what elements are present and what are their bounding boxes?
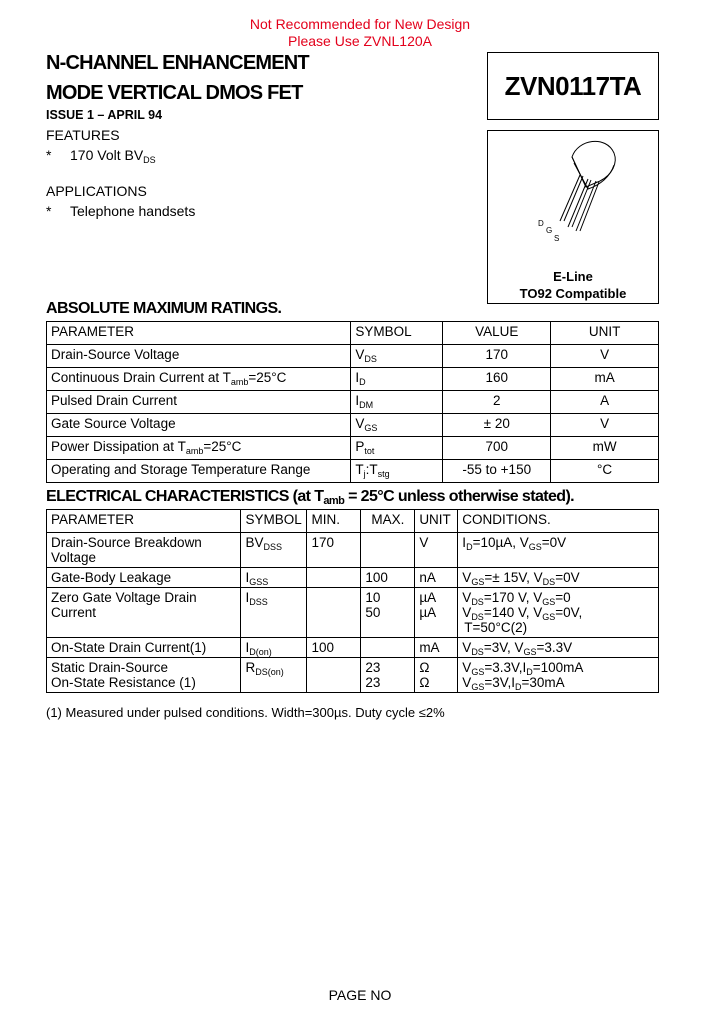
parameter-cell xyxy=(47,437,351,460)
min-cell: 170 xyxy=(307,533,361,568)
max-cell xyxy=(361,533,415,568)
table-row xyxy=(47,437,659,460)
condition-line xyxy=(462,590,654,605)
to92-package-icon xyxy=(488,131,658,251)
abs-max-header-row xyxy=(47,322,659,345)
subscript: j xyxy=(363,469,366,479)
text: =100mA xyxy=(532,660,584,675)
col-value: VALUE xyxy=(443,322,551,345)
col-min: MIN. xyxy=(307,510,361,533)
col-parameter: PARAMETER xyxy=(47,322,351,345)
subscript: amb xyxy=(185,446,204,456)
conditions-cell xyxy=(458,638,659,658)
text: V xyxy=(462,640,472,655)
subscript: stg xyxy=(377,469,390,479)
unit-cell: mW xyxy=(551,437,659,460)
text: I xyxy=(462,535,467,550)
symbol-cell xyxy=(241,638,307,658)
table-row xyxy=(47,588,659,638)
parameter-cell xyxy=(47,345,351,368)
abs-max-table xyxy=(46,321,659,483)
page-number: PAGE NO xyxy=(328,987,392,1003)
col-parameter: PARAMETER xyxy=(47,510,241,533)
text: T xyxy=(355,462,364,477)
symbol-cell xyxy=(241,568,307,588)
package-box xyxy=(487,130,659,304)
text: R xyxy=(245,660,256,675)
text: I xyxy=(355,370,360,385)
symbol-cell xyxy=(241,658,307,693)
unit-cell xyxy=(415,533,458,568)
value-cell: 170 xyxy=(443,345,551,368)
max-line: 50 xyxy=(365,605,381,620)
subscript: DS xyxy=(471,612,484,622)
text: =30mA xyxy=(521,675,565,690)
subscript: GS xyxy=(542,612,556,622)
unit-cell: V xyxy=(551,414,659,437)
parameter-line: Voltage xyxy=(51,550,97,565)
title-line-2: MODE VERTICAL DMOS FET xyxy=(46,82,303,104)
condition-line xyxy=(462,640,654,655)
unit-cell: mA xyxy=(551,368,659,391)
parameter-cell xyxy=(47,658,241,693)
text: I xyxy=(245,570,250,585)
col-conditions: CONDITIONS. xyxy=(458,510,659,533)
text: V xyxy=(355,347,365,362)
elec-table xyxy=(46,509,659,693)
subscript: DS xyxy=(542,577,556,587)
symbol-cell xyxy=(351,460,443,483)
max-line: 23 xyxy=(365,660,381,675)
condition-line xyxy=(462,605,654,620)
max-cell xyxy=(361,588,415,638)
text: =25°C xyxy=(248,370,287,385)
col-symbol: SYMBOL xyxy=(241,510,307,533)
symbol-cell xyxy=(351,345,443,368)
max-cell xyxy=(361,658,415,693)
parameter-line: Drain-Source Breakdown xyxy=(51,535,202,550)
part-number: ZVN0117TA xyxy=(504,70,642,101)
feature-text: 170 Volt BV xyxy=(70,147,144,163)
text: Pulsed Drain Current xyxy=(51,393,178,408)
col-unit: UNIT xyxy=(415,510,458,533)
subscript: GS xyxy=(364,423,378,433)
title-line-1: N-CHANNEL ENHANCEMENT xyxy=(46,52,309,74)
elec-header-row xyxy=(47,510,659,533)
feature-sub: DS xyxy=(143,155,156,165)
subscript: DS xyxy=(364,354,377,364)
text: =0V, xyxy=(555,605,583,620)
min-cell xyxy=(307,588,361,638)
unit-line: µA xyxy=(419,590,437,605)
symbol-cell xyxy=(351,437,443,460)
subscript: amb xyxy=(230,377,249,387)
max-cell xyxy=(361,568,415,588)
replacement-notice: Please Use ZVNL120A xyxy=(288,33,432,49)
not-recommended-notice: Not Recommended for New Design xyxy=(249,16,471,32)
condition-line xyxy=(462,660,654,675)
max-line: 23 xyxy=(365,675,381,690)
subscript: DM xyxy=(359,400,374,410)
table-row xyxy=(47,533,659,568)
features-item xyxy=(46,147,156,165)
subscript: DS xyxy=(471,597,484,607)
parameter-line: Zero Gate Voltage Drain xyxy=(51,590,197,605)
col-max: MAX. xyxy=(361,510,415,533)
subscript: DS(on) xyxy=(255,667,284,677)
unit-line: V xyxy=(419,535,429,550)
text: V xyxy=(462,605,472,620)
unit-cell xyxy=(415,568,458,588)
text: =10µA, V xyxy=(472,535,529,550)
min-cell xyxy=(307,568,361,588)
conditions-cell xyxy=(458,533,659,568)
unit-line: Ω xyxy=(419,675,430,690)
pin-g-label: G xyxy=(546,226,553,235)
subscript: DSS xyxy=(263,542,283,552)
subscript: D xyxy=(515,682,522,692)
table-row xyxy=(47,568,659,588)
parameter-cell xyxy=(47,368,351,391)
value-cell: 160 xyxy=(443,368,551,391)
subscript: D xyxy=(359,377,366,387)
max-line: 10 xyxy=(365,590,381,605)
unit-line: µA xyxy=(419,605,437,620)
text: :T xyxy=(365,462,378,477)
subscript: DSS xyxy=(249,597,268,607)
value-cell: -55 to +150 xyxy=(443,460,551,483)
text: Drain-Source Voltage xyxy=(51,347,180,362)
unit-cell: V xyxy=(551,345,659,368)
text: V xyxy=(355,416,365,431)
text: =3.3V xyxy=(536,640,573,655)
parameter-cell xyxy=(47,533,241,568)
subscript: GS xyxy=(523,647,537,657)
applications-heading: APPLICATIONS xyxy=(46,183,147,199)
package-name: E-Line xyxy=(553,269,593,284)
subscript: D xyxy=(526,667,533,677)
text: =± 15V, V xyxy=(484,570,543,585)
text: Operating and Storage Temperature Range xyxy=(51,462,311,477)
subscript: D xyxy=(466,542,473,552)
pin-d-label: D xyxy=(538,219,544,228)
applications-item xyxy=(46,203,196,219)
conditions-cell xyxy=(458,658,659,693)
conditions-cell xyxy=(458,588,659,638)
condition-line: T=50°C(2) xyxy=(464,620,528,635)
subscript: GS xyxy=(528,542,542,552)
parameter-cell xyxy=(47,568,241,588)
text: I xyxy=(355,393,360,408)
text: V xyxy=(462,570,472,585)
text: =3V, V xyxy=(483,640,524,655)
unit-cell xyxy=(415,588,458,638)
subscript: D(on) xyxy=(249,647,272,657)
value-cell: 2 xyxy=(443,391,551,414)
package-compat: TO92 Compatible xyxy=(519,286,627,301)
condition-line xyxy=(462,570,654,585)
parameter-cell xyxy=(47,414,351,437)
value-cell: ± 20 xyxy=(443,414,551,437)
col-symbol: SYMBOL xyxy=(351,322,443,345)
text: I xyxy=(245,640,250,655)
issue-date: ISSUE 1 – APRIL 94 xyxy=(46,108,163,122)
text: P xyxy=(355,439,365,454)
text: =0V xyxy=(555,570,580,585)
condition-line xyxy=(462,675,654,690)
max-line: 100 xyxy=(365,570,388,585)
symbol-cell xyxy=(351,391,443,414)
footnote: (1) Measured under pulsed conditions. Width=300µs. Duty cycle ≤2% xyxy=(46,705,445,720)
text: V xyxy=(462,675,472,690)
elec-heading: ELECTRICAL CHARACTERISTICS (at $T_{amb} = 25^\circ C$ unless otherwise stated). xyxy=(46,488,575,507)
subscript: tot xyxy=(364,446,375,456)
min-cell xyxy=(307,658,361,693)
application-text: Telephone handsets xyxy=(70,203,196,219)
table-row xyxy=(47,638,659,658)
text: =25°C xyxy=(203,439,242,454)
unit-line: mA xyxy=(419,640,440,655)
text: =0V xyxy=(541,535,567,550)
subscript: GS xyxy=(542,597,556,607)
text: V xyxy=(462,590,472,605)
text: =3.3V,I xyxy=(484,660,527,675)
pin-s-label: S xyxy=(554,234,560,243)
text: Gate Source Voltage xyxy=(51,416,176,431)
parameter-cell xyxy=(47,638,241,658)
features-heading: FEATURES xyxy=(46,127,120,143)
unit-cell: °C xyxy=(551,460,659,483)
symbol-cell xyxy=(351,368,443,391)
parameter-cell xyxy=(47,588,241,638)
table-row xyxy=(47,460,659,483)
text: =0 xyxy=(555,590,571,605)
col-unit: UNIT xyxy=(551,322,659,345)
table-row xyxy=(47,368,659,391)
text: BV xyxy=(245,535,264,550)
conditions-cell xyxy=(458,568,659,588)
text: =140 V, V xyxy=(483,605,543,620)
condition-line xyxy=(462,535,654,550)
table-row xyxy=(47,658,659,693)
subscript: GS xyxy=(471,682,485,692)
text: =3V,I xyxy=(484,675,515,690)
subscript: GS xyxy=(471,577,485,587)
table-row xyxy=(47,345,659,368)
text: Continuous Drain Current at T xyxy=(51,370,231,385)
unit-cell: A xyxy=(551,391,659,414)
max-cell xyxy=(361,638,415,658)
parameter-cell xyxy=(47,391,351,414)
parameter-line: Current xyxy=(51,605,97,620)
subscript: GSS xyxy=(249,577,269,587)
parameter-line: On-State Drain Current(1) xyxy=(51,640,207,655)
bullet: * xyxy=(46,147,52,163)
abs-max-heading: ABSOLUTE MAXIMUM RATINGS. xyxy=(46,300,282,317)
parameter-line: Gate-Body Leakage xyxy=(51,570,172,585)
symbol-cell xyxy=(241,588,307,638)
symbol-cell xyxy=(351,414,443,437)
subscript: GS xyxy=(471,667,485,677)
unit-line: Ω xyxy=(419,660,430,675)
symbol-cell xyxy=(241,533,307,568)
parameter-line: On-State Resistance (1) xyxy=(51,675,196,690)
text: Power Dissipation at T xyxy=(51,439,186,454)
unit-cell xyxy=(415,638,458,658)
text: V xyxy=(462,660,472,675)
bullet: * xyxy=(46,203,52,219)
part-number-box xyxy=(487,52,659,120)
text: I xyxy=(245,590,250,605)
parameter-line: Static Drain-Source xyxy=(51,660,169,675)
table-row xyxy=(47,391,659,414)
table-row xyxy=(47,414,659,437)
parameter-cell xyxy=(47,460,351,483)
unit-line: nA xyxy=(419,570,436,585)
value-cell: 700 xyxy=(443,437,551,460)
text: =170 V, V xyxy=(483,590,543,605)
min-cell: 100 xyxy=(307,638,361,658)
subscript: DS xyxy=(471,647,484,657)
unit-cell xyxy=(415,658,458,693)
